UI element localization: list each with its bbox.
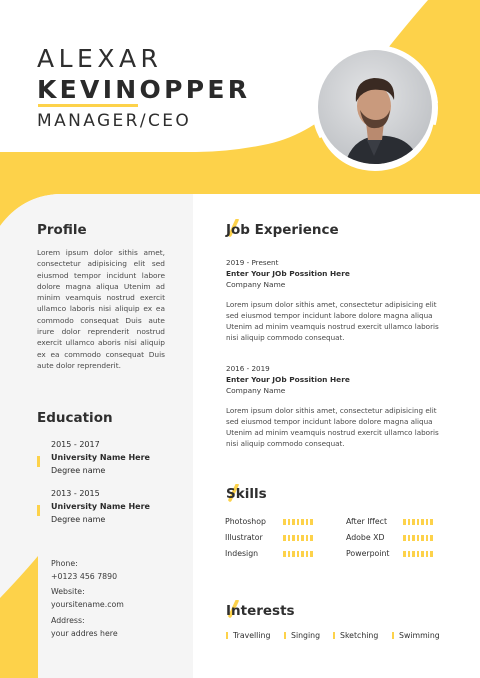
job-company: Company Name [226,280,286,289]
address-value: your addres here [51,628,118,638]
interest-marker [333,632,335,639]
skill-name: Illustrator [225,533,263,542]
education-title: Education [37,410,113,426]
education-school: University Name Here [51,453,150,462]
experience-title: Job Experience [226,222,339,238]
website-value[interactable]: yoursitename.com [51,599,124,609]
interests-title: Interests [226,603,295,619]
phone-value: +0123 456 7890 [51,571,118,581]
skill-level [403,519,433,525]
education-marker [37,505,40,516]
first-name: ALEXAR [37,44,163,73]
profile-title: Profile [37,222,87,238]
job-position: Enter Your JOb Possition Here [226,375,350,384]
skills-title: Skills [226,486,267,502]
education-school: University Name Here [51,502,150,511]
contact-address [51,615,118,640]
job-description: Lorem ipsum dolor sithis amet, consectetur adipisicing elit sed eiusmod tempor incidunt labore dolore magna aliqua Utenim ad minim veamquis nostrud exercit ullamco laboris nisi aliquip commodo consequat. [226,300,439,342]
job-company: Company Name [226,386,286,395]
skill-name: Adobe XD [346,533,385,542]
avatar [316,48,436,168]
education-years: 2013 - 2015 [51,489,100,498]
skill-level [283,519,313,525]
skill-level [403,535,433,541]
interest-item: Swimming [392,631,440,640]
interest-item: Sketching [333,631,378,640]
education-years: 2015 - 2017 [51,440,100,449]
education-marker [37,456,40,467]
skill-name: Photoshop [225,517,266,526]
job-position: Enter Your JOb Possition Here [226,269,350,278]
address-label: Address: [51,616,85,625]
job-dates: 2016 - 2019 [226,364,270,373]
last-name: KEVINOPPER [37,75,251,104]
contact-phone [51,558,117,583]
profile-text: Lorem ipsum dolor sithis amet, consectetur adipisicing elit sed eiusmod tempor incidunt labore dolore magna aliqua Utenim ad minim veamquis nostrud exercit ullamco laboris nisi aliquip ex ea commodo consequat Duis aute irure dolor reprenderit nostrud exercit ullamco aboris nisi aliquip ex ea commodo consequat Duis aute dolor reprenderit. [37,248,165,370]
phone-label: Phone: [51,559,78,568]
job-dates: 2019 - Present [226,258,279,267]
education-degree: Degree name [51,515,106,524]
interest-marker [226,632,228,639]
skill-name: Powerpoint [346,549,390,558]
job-description: Lorem ipsum dolor sithis amet, consectetur adipisicing elit sed eiusmod tempor incidunt labore dolore magna aliqua Utenim ad minim veamquis nostrud exercit ullamco laboris nisi aliquip commodo consequat. [226,406,439,448]
education-degree: Degree name [51,466,106,475]
skill-level [283,551,313,557]
interest-marker [392,632,394,639]
interest-item: Singing [284,631,320,640]
contact-website [51,586,124,611]
job-entry [226,363,444,449]
job-role: MANAGER/CEO [37,111,192,131]
website-label: Website: [51,587,85,596]
skill-level [403,551,433,557]
skill-name: Indesign [225,549,259,558]
skill-name: After Iffect [346,517,388,526]
interest-item: Travelling [226,631,270,640]
job-entry [226,257,444,343]
skill-level [283,535,313,541]
interest-marker [284,632,286,639]
name-underline [38,104,138,107]
